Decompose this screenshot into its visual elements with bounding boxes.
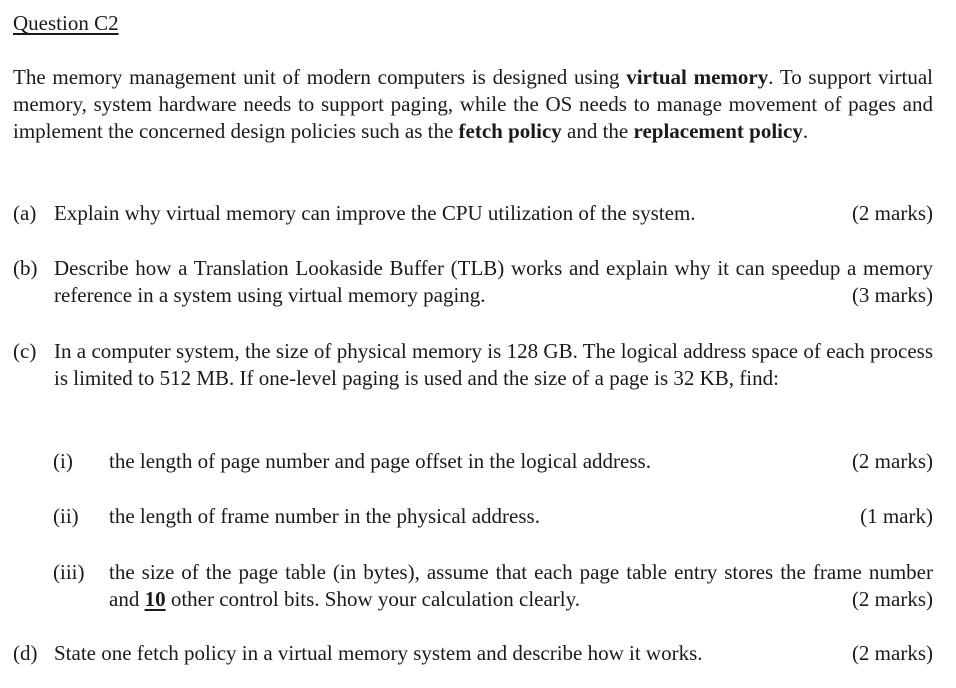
question-c-iii xyxy=(53,559,933,613)
question-b-marks: (3 marks) xyxy=(851,283,933,307)
question-c xyxy=(13,338,933,392)
question-c-iii-marks: (2 marks) xyxy=(851,587,933,611)
question-c-i-text: the length of page number and page offset in the logical address. xyxy=(109,449,651,473)
question-c-ii-text: the length of frame number in the physical address. xyxy=(109,504,540,528)
intro-text-3: and the xyxy=(561,119,634,143)
question-a-text: Explain why virtual memory can improve the CPU utilization of the system. xyxy=(54,201,696,225)
question-c-label: (c) xyxy=(13,339,37,363)
question-c-text: In a computer system, the size of physical memory is 128 GB. The logical address space of each process is limited to 512 MB. If one-level paging is used and the size of a page is 32 KB, find: xyxy=(54,339,933,390)
question-d-text: State one fetch policy in a virtual memory system and describe how it works. xyxy=(54,641,703,665)
intro-text-2: . To support virtual memory, system hardware needs to support paging, while the OS needs to manage movement of pages and implement the concerned design policies such as the xyxy=(13,65,933,143)
intro-bold-virtual-memory: virtual memory xyxy=(626,65,769,89)
question-c-i xyxy=(53,448,933,475)
question-a-label: (a) xyxy=(13,201,37,225)
question-d xyxy=(13,640,933,667)
intro-text-4: . xyxy=(802,119,809,143)
intro-bold-replacement-policy: replacement policy xyxy=(633,119,803,143)
intro-bold-fetch-policy: fetch policy xyxy=(458,119,562,143)
question-c-iii-label: (iii) xyxy=(53,560,85,584)
question-c-ii-label: (ii) xyxy=(53,504,79,528)
question-c-i-marks: (2 marks) xyxy=(851,449,933,473)
question-title: Question C2 xyxy=(13,11,119,35)
question-d-marks: (2 marks) xyxy=(851,641,933,665)
question-c-iii-text-1: the size of the page table (in bytes), assume that each page table entry stores the frame number and xyxy=(109,560,933,611)
question-b-label: (b) xyxy=(13,256,38,280)
question-c-iii-text-2: other control bits. Show your calculation clearly. xyxy=(165,587,581,611)
question-a-marks: (2 marks) xyxy=(851,201,933,225)
question-a xyxy=(13,200,933,227)
intro-paragraph xyxy=(13,64,933,145)
question-c-ii xyxy=(53,503,933,530)
question-c-i-label: (i) xyxy=(53,449,73,473)
question-c-ii-marks: (1 mark) xyxy=(860,504,933,528)
question-b-text: Describe how a Translation Lookaside Buffer (TLB) works and explain why it can speedup a memory reference in a system using virtual memory paging. xyxy=(54,256,933,307)
question-b xyxy=(13,255,933,309)
question-d-label: (d) xyxy=(13,641,38,665)
question-c-iii-emphasis: 10 xyxy=(144,587,166,611)
intro-text-1: The memory management unit of modern computers is designed using xyxy=(13,65,627,89)
